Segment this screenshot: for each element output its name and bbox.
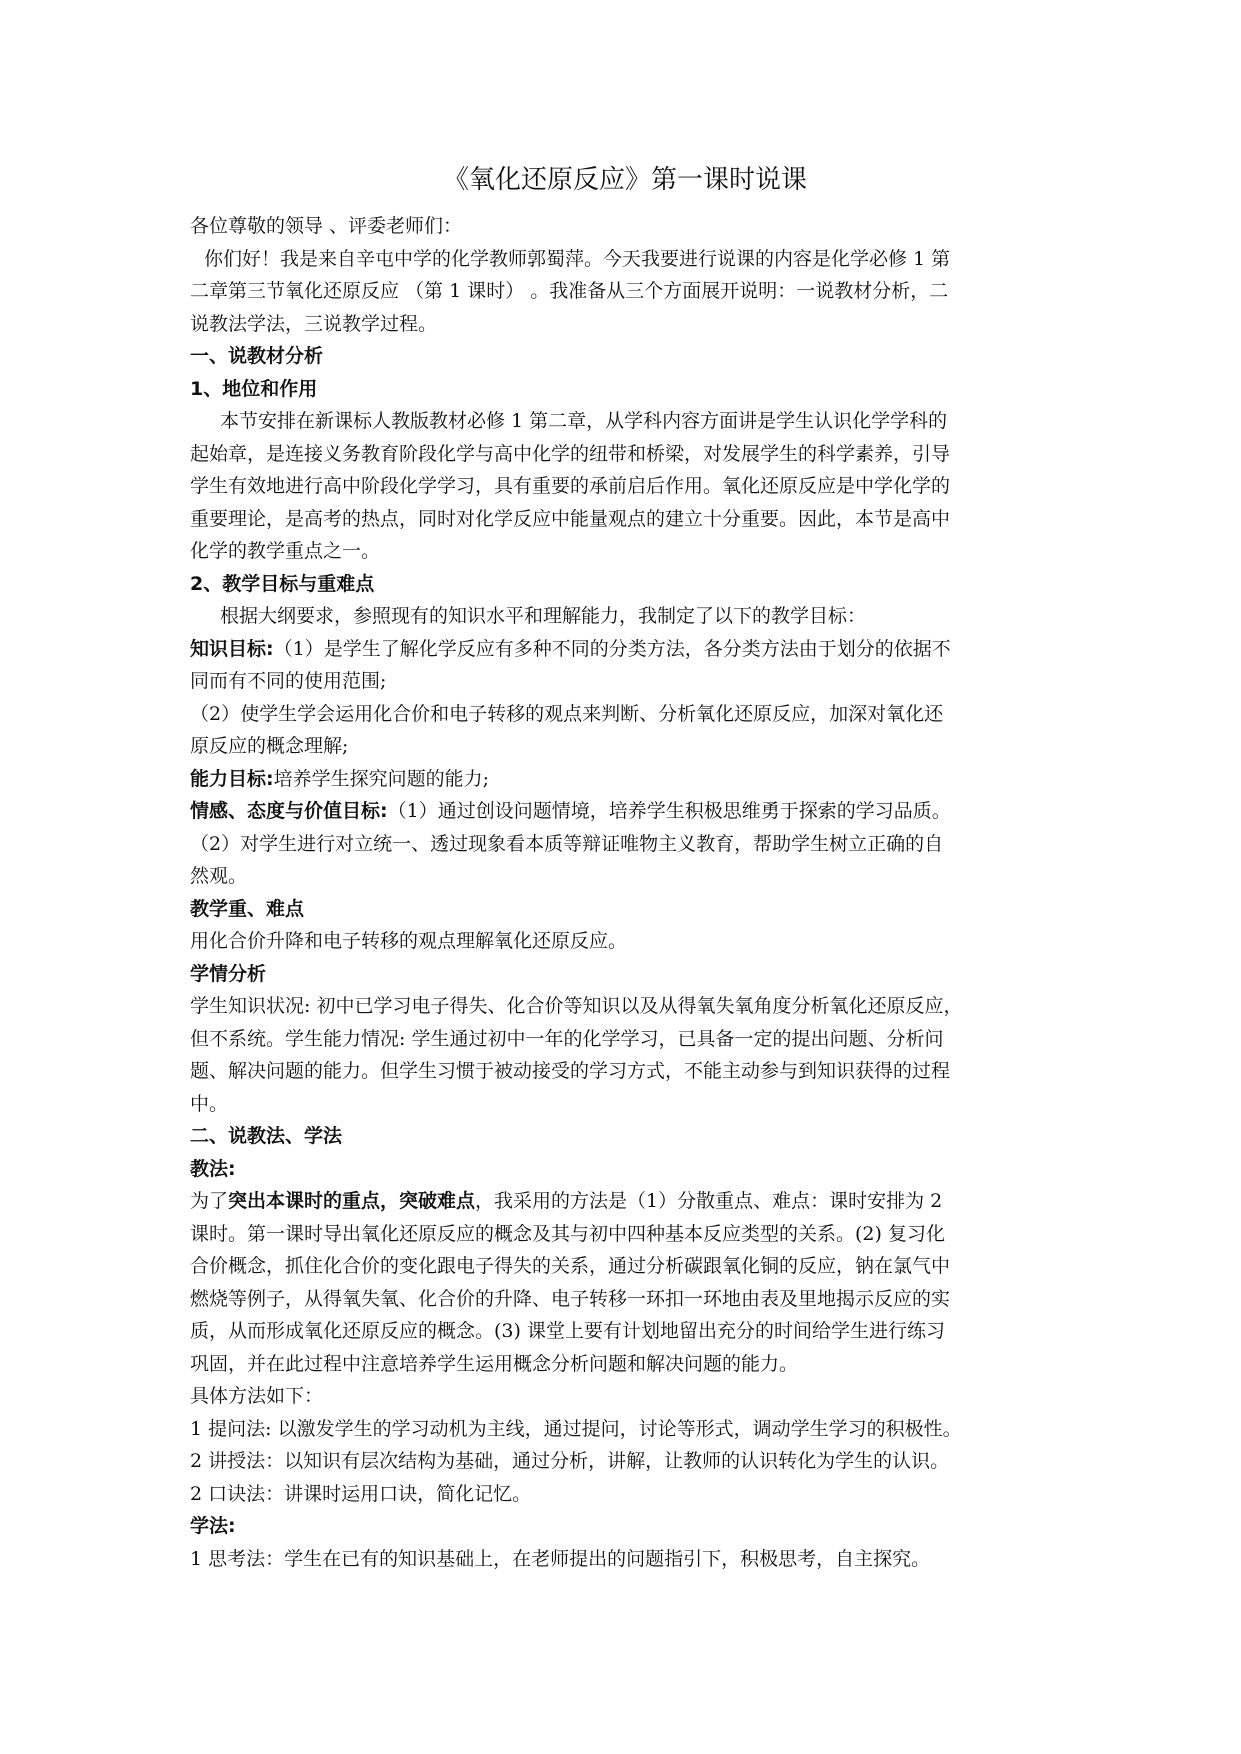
paragraph-line: 燃烧等例子，从得氧失氧、化合价的升降、电子转移一环扣一环地由表及里地揭示反应的实 xyxy=(190,1287,951,1310)
paragraph-line: （2）对学生进行对立统一、透过现象看本质等辩证唯物主义教育，帮助学生树立正确的自 xyxy=(190,832,944,855)
ability-goal-label: 能力目标: xyxy=(190,767,274,790)
greeting-line: 各位尊敬的领导 、评委老师们： xyxy=(190,215,463,237)
paragraph-line: 原反应的概念理解; xyxy=(190,735,349,757)
intro-line: 你们好！我是来自辛屯中学的化学教师郭蜀萍。今天我要进行说课的内容是化学必修 1 第 xyxy=(204,247,951,270)
teaching-method-heading: 教法: xyxy=(190,1157,236,1180)
knowledge-goal-label: 知识目标: xyxy=(190,637,274,660)
paragraph-line: 但不系统。学生能力情况: 学生通过初中一年的化学学习，已具备一定的提出问题、分析问 xyxy=(190,1027,944,1050)
ability-goal-text: 培养学生探究问题的能力; xyxy=(273,767,490,790)
paragraph-line: 巩固，并在此过程中注意培养学生运用概念分析问题和解决问题的能力。 xyxy=(190,1352,799,1375)
knowledge-goal-text: （1）是学生了解化学反应有多种不同的分类方法，各分类方法由于划分的依据不 xyxy=(273,637,951,660)
paragraph-line: 重要理论，是高考的热点，同时对化学反应中能量观点的建立十分重要。因此，本节是高中 xyxy=(190,507,951,530)
paragraph-line: 中。 xyxy=(190,1092,229,1115)
method-item: 1 提问法: 以激发学生的学习动机为主线，通过提问，讨论等形式，调动学生学习的积极性。 xyxy=(190,1417,962,1440)
paragraph-line: 然观。 xyxy=(190,865,248,887)
emotion-goal-label: 情感、态度与价值目标: xyxy=(190,800,388,822)
document-title: 《氧化还原反应》第一课时说课 xyxy=(442,165,807,195)
paragraph-line: 用化合价升降和电子转移的观点理解氧化还原反应。 xyxy=(190,930,628,952)
paragraph-line: 题、解决问题的能力。但学生习惯于被动接受的学习方式，不能主动参与到知识获得的过程 xyxy=(190,1060,951,1082)
method-item: 2 讲授法：以知识有层次结构为基础，通过分析，讲解，让教师的认识转化为学生的认识。 xyxy=(190,1450,950,1472)
section-heading: 一、说教材分析 xyxy=(190,345,324,367)
methods-heading: 具体方法如下： xyxy=(190,1385,324,1407)
paragraph-line: 本节安排在新课标人教版教材必修 1 第二章，从学科内容方面讲是学生认识化学学科的 xyxy=(220,410,948,432)
focus-heading: 教学重、难点 xyxy=(190,897,305,920)
emotion-goal-line xyxy=(190,795,1060,828)
teaching-emphasis: 突出本课时的重点，突破难点 xyxy=(228,1190,476,1212)
paragraph-line: 根据大纲要求，参照现有的知识水平和理解能力，我制定了以下的教学目标： xyxy=(220,605,867,627)
paragraph-line: 同而有不同的使用范围; xyxy=(190,670,387,692)
paragraph-line: 学生有效地进行高中阶段化学学习，具有重要的承前启后作用。氧化还原反应是中学化学的 xyxy=(190,475,951,497)
ability-goal-line xyxy=(190,763,1060,796)
subsection-heading: 2、教学目标与重难点 xyxy=(190,572,375,595)
paragraph-line: 学生知识状况: 初中已学习电子得失、化合价等知识以及从得氧失氧角度分析氧化还原反应， xyxy=(190,995,963,1017)
paragraph-line: 起始章，是连接义务教育阶段化学与高中化学的纽带和桥梁，对发展学生的科学素养，引导 xyxy=(190,442,951,465)
method-item: 2 口诀法：讲课时运用口诀，简化记忆。 xyxy=(190,1482,532,1505)
teaching-text: 为了 xyxy=(190,1190,229,1212)
knowledge-goal-line xyxy=(190,633,1060,666)
teaching-method-line xyxy=(190,1185,1060,1218)
paragraph-line: （2）使学生学会运用化合价和电子转移的观点来判断、分析氧化还原反应，加深对氧化还 xyxy=(190,702,944,725)
paragraph-line: 质，从而形成氧化还原反应的概念。(3) 课堂上要有计划地留出充分的时间给学生进行练习 xyxy=(190,1320,945,1342)
emotion-goal-text: （1）通过创设问题情境，培养学生积极思维勇于探索的学习品质。 xyxy=(387,800,951,822)
paragraph-line: 课时。第一课时导出氧化还原反应的概念及其与初中四种基本反应类型的关系。(2) 复习化 xyxy=(190,1222,945,1245)
paragraph-line: 化学的教学重点之一。 xyxy=(190,540,381,562)
paragraph-line: 合价概念，抓住化合价的变化跟电子得失的关系，通过分析碳跟氧化铜的反应，钠在氯气中 xyxy=(190,1255,951,1277)
subsection-heading: 1、地位和作用 xyxy=(190,377,318,400)
intro-line: 二章第三节氧化还原反应 （第 1 课时） 。我准备从三个方面展开说明：一说教材分析，二 xyxy=(190,280,949,302)
document-page xyxy=(190,160,1060,1575)
intro-line: 说教法学法，三说教学过程。 xyxy=(190,312,438,335)
learning-method-heading: 学法: xyxy=(190,1515,236,1537)
student-analysis-heading: 学情分析 xyxy=(190,962,267,985)
method-item: 1 思考法：学生在已有的知识基础上，在老师提出的问题指引下，积极思考，自主探究。 xyxy=(190,1547,931,1570)
teaching-text: ，我采用的方法是（1）分散重点、难点：课时安排为 2 xyxy=(475,1190,943,1212)
section-heading: 二、说教法、学法 xyxy=(190,1125,343,1147)
